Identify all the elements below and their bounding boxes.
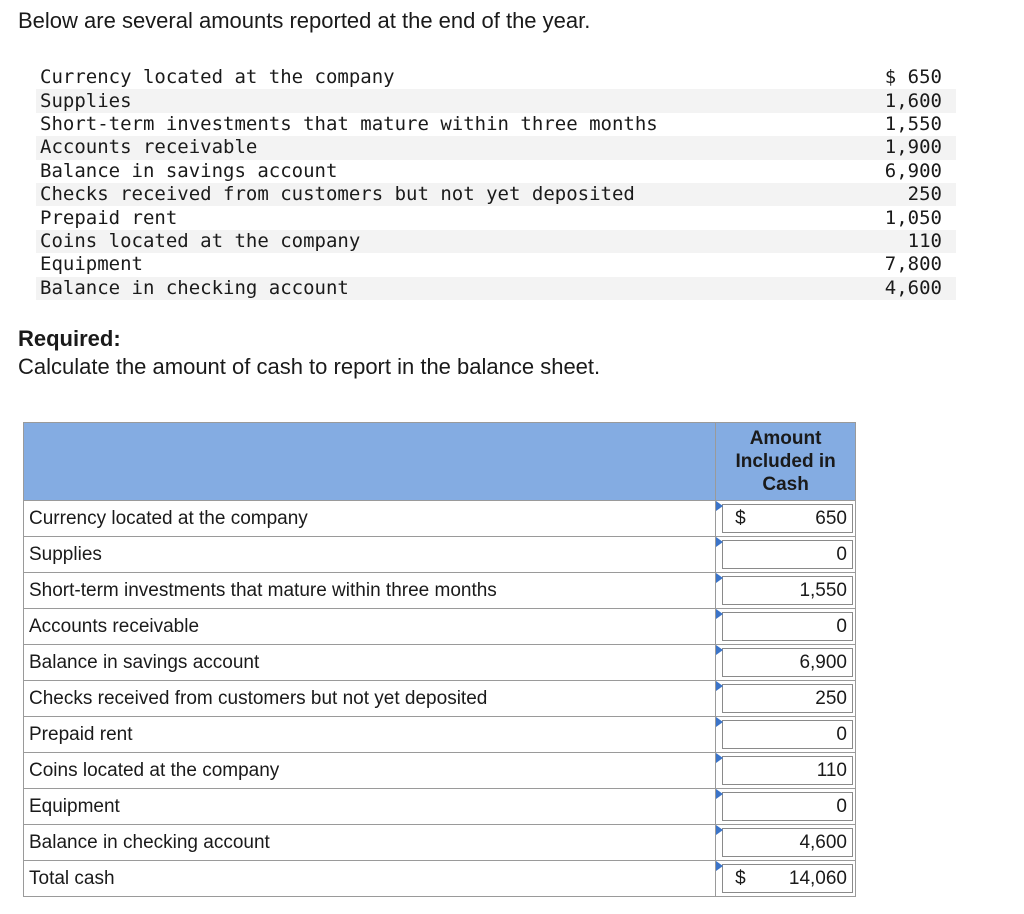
given-label: Currency located at the company: [36, 66, 857, 89]
given-label: Equipment: [36, 253, 857, 276]
given-amounts-table: [36, 66, 956, 300]
row-marker-icon: [716, 537, 723, 547]
given-amount: 4,600: [857, 277, 956, 300]
amount-input[interactable]: [722, 756, 853, 785]
given-amount: $ 650: [857, 66, 956, 89]
given-row: [36, 66, 956, 89]
given-row: [36, 183, 956, 206]
given-row: [36, 230, 956, 253]
row-label: Accounts receivable: [24, 609, 716, 645]
required-text: Calculate the amount of cash to report in the balance sheet.: [18, 354, 601, 379]
given-row: [36, 160, 956, 183]
given-label: Coins located at the company: [36, 230, 857, 253]
given-label: Supplies: [36, 89, 857, 112]
table-row: [24, 573, 856, 609]
answer-header-row: [24, 423, 856, 501]
row-label: Checks received from customers but not yet deposited: [24, 681, 716, 717]
total-amount-input[interactable]: [722, 864, 853, 893]
amount-input[interactable]: [722, 792, 853, 821]
amount-value: 0: [836, 795, 847, 817]
given-row: [36, 253, 956, 276]
given-row: [36, 89, 956, 112]
given-label: Checks received from customers but not yet deposited: [36, 183, 857, 206]
row-label: Balance in savings account: [24, 645, 716, 681]
total-amount-value: 14,060: [788, 867, 847, 889]
row-marker-icon: [716, 681, 723, 691]
amount-cell: [716, 609, 856, 645]
amount-cell: [716, 501, 856, 537]
table-row: [24, 717, 856, 753]
given-amount: 250: [857, 183, 956, 206]
amount-input[interactable]: [722, 576, 853, 605]
amount-value: 0: [836, 615, 847, 637]
amount-cell: [716, 861, 856, 897]
table-row: [24, 645, 856, 681]
required-title: Required:: [18, 326, 121, 351]
table-row: [24, 609, 856, 645]
given-row: [36, 277, 956, 300]
amount-cell: [716, 645, 856, 681]
given-label: Balance in savings account: [36, 160, 857, 183]
amount-input[interactable]: [722, 504, 853, 533]
given-amount: 110: [857, 230, 956, 253]
amount-value: 650: [815, 507, 847, 529]
given-amount: 1,600: [857, 89, 956, 112]
row-marker-icon: [716, 609, 723, 619]
table-row: [24, 753, 856, 789]
row-label: Supplies: [24, 537, 716, 573]
amount-input[interactable]: [722, 648, 853, 677]
amount-cell: [716, 681, 856, 717]
row-label: Short-term investments that mature within three months: [24, 573, 716, 609]
amount-value: 110: [816, 759, 847, 781]
table-row: [24, 501, 856, 537]
row-label: Coins located at the company: [24, 753, 716, 789]
given-label: Accounts receivable: [36, 136, 857, 159]
row-marker-icon: [716, 717, 723, 727]
amount-value: 6,900: [799, 651, 847, 673]
row-marker-icon: [716, 789, 723, 799]
amount-input[interactable]: [722, 720, 853, 749]
intro-text: Below are several amounts reported at the end of the year.: [18, 8, 591, 33]
currency-symbol: $: [735, 867, 746, 889]
answer-table: [23, 422, 856, 897]
amount-value: 4,600: [799, 831, 847, 853]
given-row: [36, 136, 956, 159]
amount-value: 1,550: [799, 579, 847, 601]
table-row: [24, 789, 856, 825]
given-amount: 7,800: [857, 253, 956, 276]
row-marker-icon: [716, 861, 723, 871]
row-label: Equipment: [24, 789, 716, 825]
amount-cell: [716, 717, 856, 753]
row-marker-icon: [716, 645, 723, 655]
amount-input[interactable]: [722, 540, 853, 569]
table-row: [24, 825, 856, 861]
total-row: [24, 861, 856, 897]
amount-value: 250: [815, 687, 847, 709]
table-row: [24, 537, 856, 573]
amount-cell: [716, 573, 856, 609]
given-amount: 1,050: [857, 206, 956, 229]
amount-input[interactable]: [722, 828, 853, 857]
table-row: [24, 681, 856, 717]
row-marker-icon: [716, 573, 723, 583]
header-left: [24, 423, 716, 501]
amount-cell: [716, 825, 856, 861]
amount-input[interactable]: [722, 684, 853, 713]
given-row: [36, 206, 956, 229]
amount-cell: [716, 789, 856, 825]
total-label: Total cash: [24, 861, 716, 897]
row-label: Balance in checking account: [24, 825, 716, 861]
row-label: Prepaid rent: [24, 717, 716, 753]
row-marker-icon: [716, 753, 723, 763]
given-row: [36, 113, 956, 136]
amount-input[interactable]: [722, 612, 853, 641]
amount-cell: [716, 537, 856, 573]
given-label: Prepaid rent: [36, 206, 857, 229]
row-marker-icon: [716, 501, 723, 511]
amount-value: 0: [836, 543, 847, 565]
given-label: Balance in checking account: [36, 277, 857, 300]
given-amount: 1,900: [857, 136, 956, 159]
given-label: Short-term investments that mature within three months: [36, 113, 857, 136]
given-amount: 6,900: [857, 160, 956, 183]
row-label: Currency located at the company: [24, 501, 716, 537]
amount-cell: [716, 753, 856, 789]
currency-symbol: $: [735, 507, 746, 529]
header-amount: Amount Included in Cash: [716, 423, 856, 501]
amount-value: 0: [836, 723, 847, 745]
row-marker-icon: [716, 825, 723, 835]
given-amount: 1,550: [857, 113, 956, 136]
